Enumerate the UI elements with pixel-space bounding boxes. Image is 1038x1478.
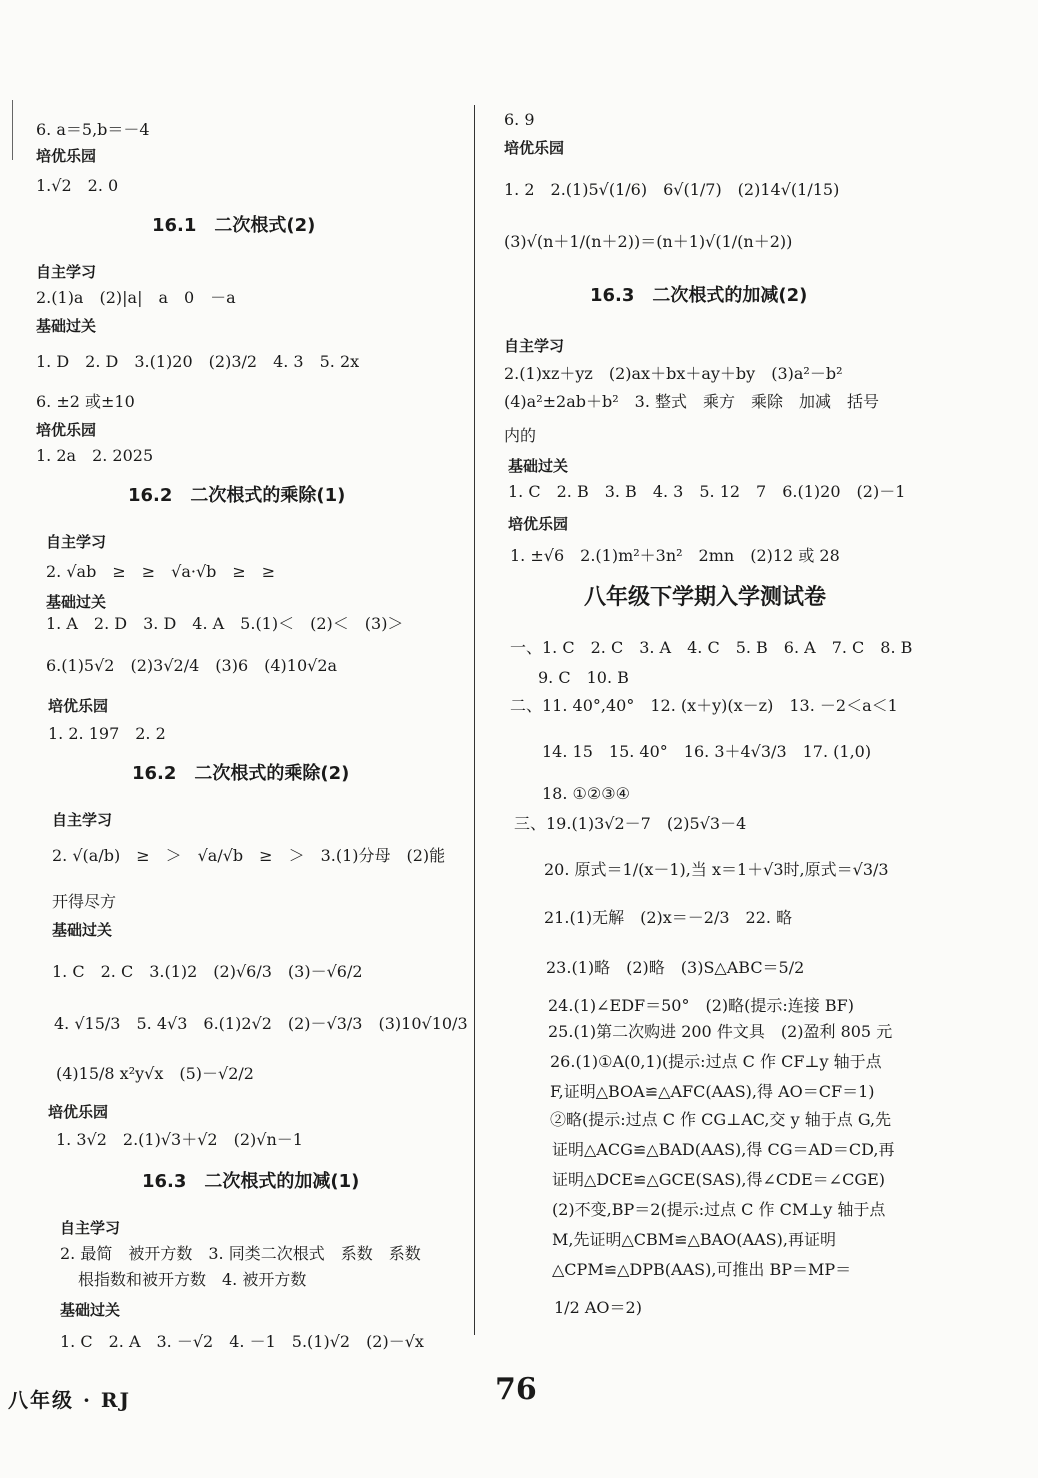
answer-line: 一、1. C 2. C 3. A 4. C 5. B 6. A 7. C 8. B [510,638,913,657]
answer-line: 14. 15 15. 40° 16. 3＋4√3/3 17. (1,0) [542,742,872,761]
answer-line: ②略(提示:过点 C 作 CG⊥AC,交 y 轴于点 G,先 [550,1110,892,1129]
section-title: 16.1 二次根式(2) [152,215,316,236]
answer-line: 1. 2a 2. 2025 [36,446,154,465]
answer-line: 1. C 2. B 3. B 4. 3 5. 12 7 6.(1)20 (2)－1 [508,482,906,501]
answer-line: 2.(1)xz＋yz (2)ax＋bx＋ay＋by (3)a²－b² [504,364,843,383]
answer-line: 25.(1)第二次购进 200 件文具 (2)盈利 805 元 [548,1022,893,1041]
answer-line: 21.(1)无解 (2)x＝－2/3 22. 略 [544,908,793,927]
answer-line: 1/2 AO＝2) [554,1298,642,1317]
subsection-heading: 培优乐园 [504,139,565,157]
answer-line: 1. D 2. D 3.(1)20 (2)3/2 4. 3 5. 2x [36,352,360,371]
subsection-heading: 培优乐园 [508,515,569,533]
subsection-heading: 自主学习 [52,811,113,829]
answer-line: 9. C 10. B [538,668,629,687]
subsection-heading: 自主学习 [60,1219,121,1237]
subsection-heading: 培优乐园 [36,147,97,165]
subsection-heading: 基础过关 [36,317,97,335]
subsection-heading: 基础过关 [46,593,107,611]
answer-line: 内的 [504,426,537,445]
section-title: 16.3 二次根式的加减(1) [142,1171,360,1192]
column-divider [474,105,475,1335]
subsection-heading: 培优乐园 [36,421,97,439]
answer-line: 6. ±2 或±10 [36,392,135,411]
left-margin-line [12,100,13,160]
answer-line: 6. 9 [504,110,535,129]
answer-line: 1. 3√2 2.(1)√3＋√2 (2)√n－1 [56,1130,303,1149]
section-title: 16.2 二次根式的乘除(2) [132,763,350,784]
subsection-heading: 基础过关 [508,457,569,475]
answer-line: 二、11. 40°,40° 12. (x＋y)(x－z) 13. －2＜a＜1 [510,696,898,715]
answer-line: F,证明△BOA≌△AFC(AAS),得 AO＝CF＝1) [550,1082,875,1101]
answer-line: (4)15/8 x²y√x (5)－√2/2 [56,1064,254,1083]
answer-line: (4)a²±2ab＋b² 3. 整式 乘方 乘除 加减 括号 [504,392,879,411]
answer-line: 24.(1)∠EDF＝50° (2)略(提示:连接 BF) [548,996,854,1015]
answer-line: 三、19.(1)3√2－7 (2)5√3－4 [514,814,747,833]
answer-line: 6.(1)5√2 (2)3√2/4 (3)6 (4)10√2a [46,656,338,675]
subsection-heading: 自主学习 [46,533,107,551]
answer-line: 18. ①②③④ [542,784,630,803]
answer-line: 2. √(a/b) ≥ ＞ √a/√b ≥ ＞ 3.(1)分母 (2)能 [52,846,446,865]
subsection-heading: 基础过关 [60,1301,121,1319]
test-paper-title: 八年级下学期入学测试卷 [584,585,827,610]
answer-line: 1. A 2. D 3. D 4. A 5.(1)＜ (2)＜ (3)＞ [46,614,404,633]
answer-line: △CPM≌△DPB(AAS),可推出 BP＝MP＝ [552,1260,852,1279]
answer-line: 根指数和被开方数 4. 被开方数 [78,1270,307,1289]
answer-line: 1. 2. 197 2. 2 [48,724,166,743]
answer-line: 26.(1)①A(0,1)(提示:过点 C 作 CF⊥y 轴于点 [550,1052,882,1071]
answer-line: 1. ±√6 2.(1)m²＋3n² 2mn (2)12 或 28 [510,546,840,565]
answer-line: 20. 原式＝1/(x－1),当 x＝1＋√3时,原式＝√3/3 [544,860,889,879]
subsection-heading: 培优乐园 [48,1103,109,1121]
page-number: 76 [495,1372,537,1407]
answer-line: M,先证明△CBM≌△BAO(AAS),再证明 [552,1230,836,1249]
subsection-heading: 培优乐园 [48,697,109,715]
answer-line: 证明△ACG≌△BAD(AAS),得 CG＝AD＝CD,再 [552,1140,895,1159]
subsection-heading: 自主学习 [36,263,97,281]
answer-line: 23.(1)略 (2)略 (3)S△ABC＝5/2 [546,958,805,977]
answer-line: (3)√(n＋1/(n＋2))＝(n＋1)√(1/(n＋2)) [504,232,793,251]
answer-line: 2. 最简 被开方数 3. 同类二次根式 系数 系数 [60,1244,421,1263]
subsection-heading: 基础过关 [52,921,113,939]
section-title: 16.2 二次根式的乘除(1) [128,485,346,506]
answer-line: 6. a＝5,b＝－4 [36,120,150,139]
answer-line: 1. C 2. C 3.(1)2 (2)√6/3 (3)－√6/2 [52,962,363,981]
answer-line: 证明△DCE≌△GCE(SAS),得∠CDE＝∠CGE) [552,1170,886,1189]
answer-line: 2.(1)a (2)|a| a 0 －a [36,288,236,307]
answer-line: 1. 2 2.(1)5√(1/6) 6√(1/7) (2)14√(1/15) [504,180,840,199]
subsection-heading: 自主学习 [504,337,565,355]
answer-line: (2)不变,BP＝2(提示:过点 C 作 CM⊥y 轴于点 [552,1200,886,1219]
section-title: 16.3 二次根式的加减(2) [590,285,808,306]
answer-line: 2. √ab ≥ ≥ √a·√b ≥ ≥ [46,562,276,581]
answer-line: 1. C 2. A 3. －√2 4. －1 5.(1)√2 (2)－√x [60,1332,424,1351]
answer-line: 1.√2 2. 0 [36,176,119,195]
answer-line: 4. √15/3 5. 4√3 6.(1)2√2 (2)－√3/3 (3)10√10/3 [54,1014,468,1033]
answer-line: 开得尽方 [52,892,117,911]
grade-label: 八年级 · RJ [8,1388,131,1412]
